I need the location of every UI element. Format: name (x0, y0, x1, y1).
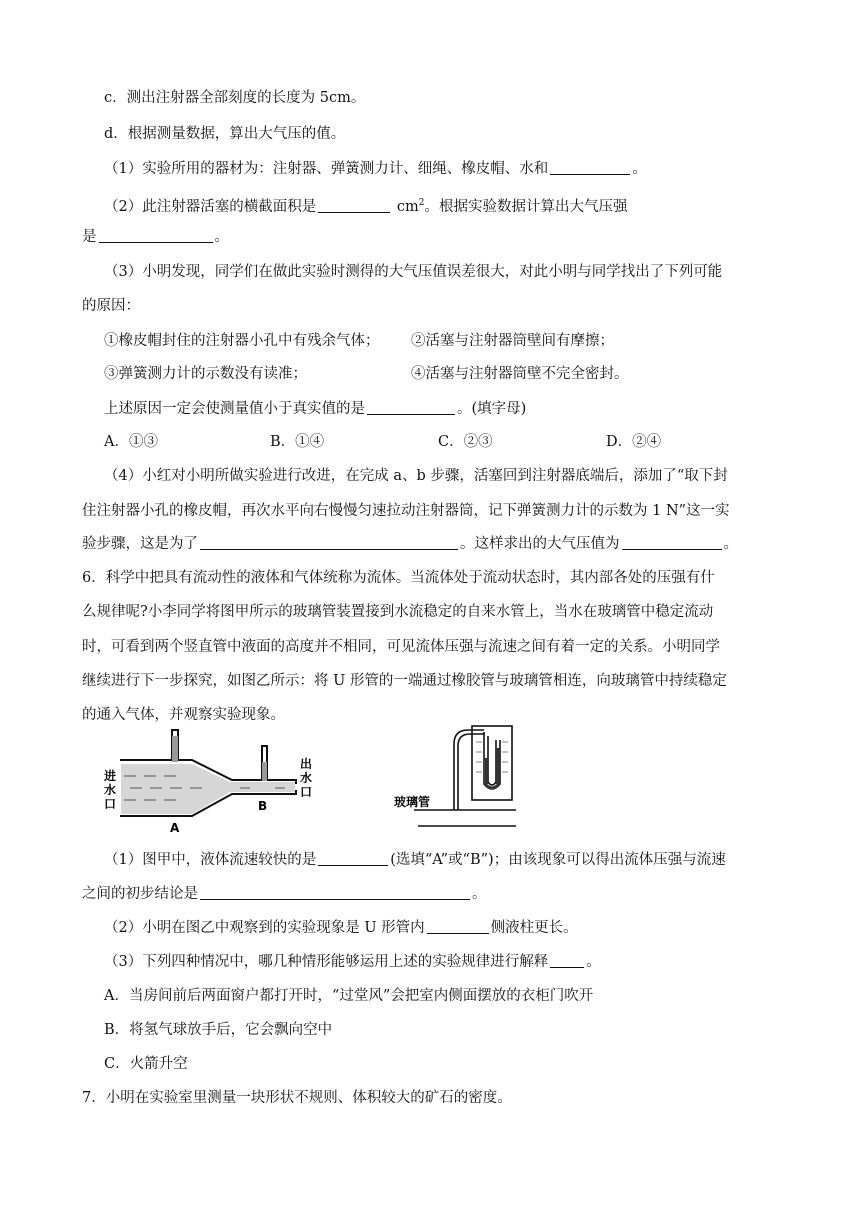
problem-6-line1: 6．科学中把具有流动性的液体和气体统称为流体。当流体处于流动状态时，其内部各处的压强有什 (82, 570, 715, 586)
glass-tube-label: 玻璃管 (394, 795, 431, 809)
unit-cm: cm (392, 198, 419, 215)
question-3: （3）小明发现，同学们在做此实验时测得的大气压值误差很大，对此小明与同学找出了下列可能 (104, 264, 723, 280)
inlet-label-2: 水 (104, 783, 117, 797)
answer-blank[interactable] (622, 534, 722, 550)
sub-option-a[interactable]: A．当房间前后两面窗户都打开时，“过堂风”会把室内侧面摆放的衣柜门吹开 (104, 988, 594, 1004)
answer-blank[interactable] (200, 534, 458, 550)
option-b[interactable]: B．①④ (270, 434, 325, 450)
sub-question-1-end: 。 (472, 886, 487, 902)
sub-question-3-end: 。 (586, 954, 601, 970)
step-d: d．根据测量数据，算出大气压的值。 (104, 126, 346, 142)
figure-jia-diagram (100, 728, 320, 836)
question-2-shi: 是 (82, 229, 97, 245)
unit-superscript: 2 (418, 198, 425, 208)
question-4: （4）小红对小明所做实验进行改进，在完成 a、b 步骤，活塞回到注射器底端后，添加了“取下封 (104, 468, 728, 484)
inlet-label-3: 口 (104, 797, 117, 811)
figure-yi-diagram (392, 722, 522, 834)
question-4-result: 。这样求出的大气压值为 (460, 536, 620, 552)
sub-question-1-text: （1）图甲中，液体流速较快的是 (104, 852, 317, 868)
answer-blank[interactable] (427, 918, 489, 934)
sub-question-3-text: （3）下列四种情况中，哪几种情形能够运用上述的实验规律进行解释 (104, 954, 549, 970)
answer-blank[interactable] (318, 197, 390, 213)
question-1 (104, 159, 647, 179)
point-b-label: B (258, 799, 268, 813)
sub-question-1-cont: (选填“A”或“B”)；由该现象可以得出流体压强与流速 (390, 852, 726, 868)
answer-blank[interactable] (367, 399, 455, 415)
question-3-ask-end: 。(填字母) (457, 401, 527, 417)
reason-2: ②活塞与注射器筒壁间有摩擦； (411, 333, 614, 349)
option-a[interactable]: A．①③ (104, 434, 158, 450)
problem-6-line2: 么规律呢?小李同学将图甲所示的玻璃管装置接到水流稳定的自来水管上，当水在玻璃管中稳定流动 (82, 604, 714, 620)
answer-blank[interactable] (550, 159, 630, 175)
question-3-cont: 的原因： (82, 298, 140, 314)
sub-question-2-end: 侧液柱更长。 (490, 920, 578, 936)
question-3-ask (104, 399, 526, 419)
step-c: c．测出注射器全部刻度的长度为 5cm。 (104, 90, 366, 106)
outlet-label-1: 出 (300, 757, 313, 771)
sub-question-3 (104, 952, 601, 972)
question-4-end: 。 (723, 536, 738, 552)
sub-option-c[interactable]: C．火箭升空 (104, 1056, 188, 1072)
answer-blank[interactable] (99, 227, 213, 243)
answer-blank[interactable] (318, 850, 388, 866)
sub-question-2 (104, 918, 578, 938)
outlet-label-3: 口 (300, 785, 313, 799)
problem-7: 7．小明在实验室里测量一块形状不规则、体积较大的矿石的密度。 (82, 1090, 512, 1106)
sub-option-b[interactable]: B．将氢气球放手后，它会飘向空中 (104, 1022, 333, 1038)
sub-question-2-text: （2）小明在图乙中观察到的实验现象是 U 形管内 (104, 920, 425, 936)
question-2-line2 (82, 227, 229, 247)
question-2-end: 。 (214, 229, 229, 245)
reason-3: ③弹簧测力计的示数没有读准； (104, 366, 307, 382)
outlet-label-2: 水 (300, 771, 313, 785)
answer-blank[interactable] (550, 952, 584, 968)
question-4-cont: 住注射器小孔的橡皮帽，再次水平向右慢慢匀速拉动注射器筒，记下弹簧测力计的示数为 1 N”这一实 (82, 503, 730, 519)
question-2 (104, 193, 627, 217)
question-2-text: （2）此注射器活塞的横截面积是 (104, 198, 317, 215)
question-4-line3 (82, 534, 738, 554)
option-c[interactable]: C．②③ (438, 434, 493, 450)
problem-6-line5: 的通入气体，并观察实验现象。 (82, 707, 285, 723)
sub-question-1 (104, 850, 726, 870)
reason-4: ④活塞与注射器筒壁不完全密封。 (411, 366, 629, 382)
answer-blank[interactable] (200, 884, 470, 900)
sub-question-1-conclusion: 之间的初步结论是 (82, 886, 198, 902)
problem-6-line4: 继续进行下一步探究，如图乙所示：将 U 形管的一端通过橡胶管与玻璃管相连，向玻璃管中持续稳定 (82, 673, 727, 689)
question-1-end: 。 (632, 161, 647, 177)
reason-1: ①橡皮帽封住的注射器小孔中有残余气体； (104, 333, 380, 349)
point-a-label: A (170, 821, 180, 835)
question-1-text: （1）实验所用的器材为：注射器、弹簧测力计、细绳、橡皮帽、水和 (104, 161, 549, 177)
sub-question-1-line2 (82, 884, 487, 904)
option-d[interactable]: D．②④ (606, 434, 662, 450)
question-3-ask-text: 上述原因一定会使测量值小于真实值的是 (104, 401, 365, 417)
question-2-text-cont: 。根据实验数据计算出大气压强 (424, 198, 628, 215)
problem-6-line3: 时，可看到两个竖直管中液面的高度并不相同，可见流体压强与流速之间有着一定的关系。小明同学 (82, 639, 720, 655)
question-4-purpose: 验步骤，这是为了 (82, 536, 198, 552)
inlet-label-1: 进 (104, 769, 117, 783)
